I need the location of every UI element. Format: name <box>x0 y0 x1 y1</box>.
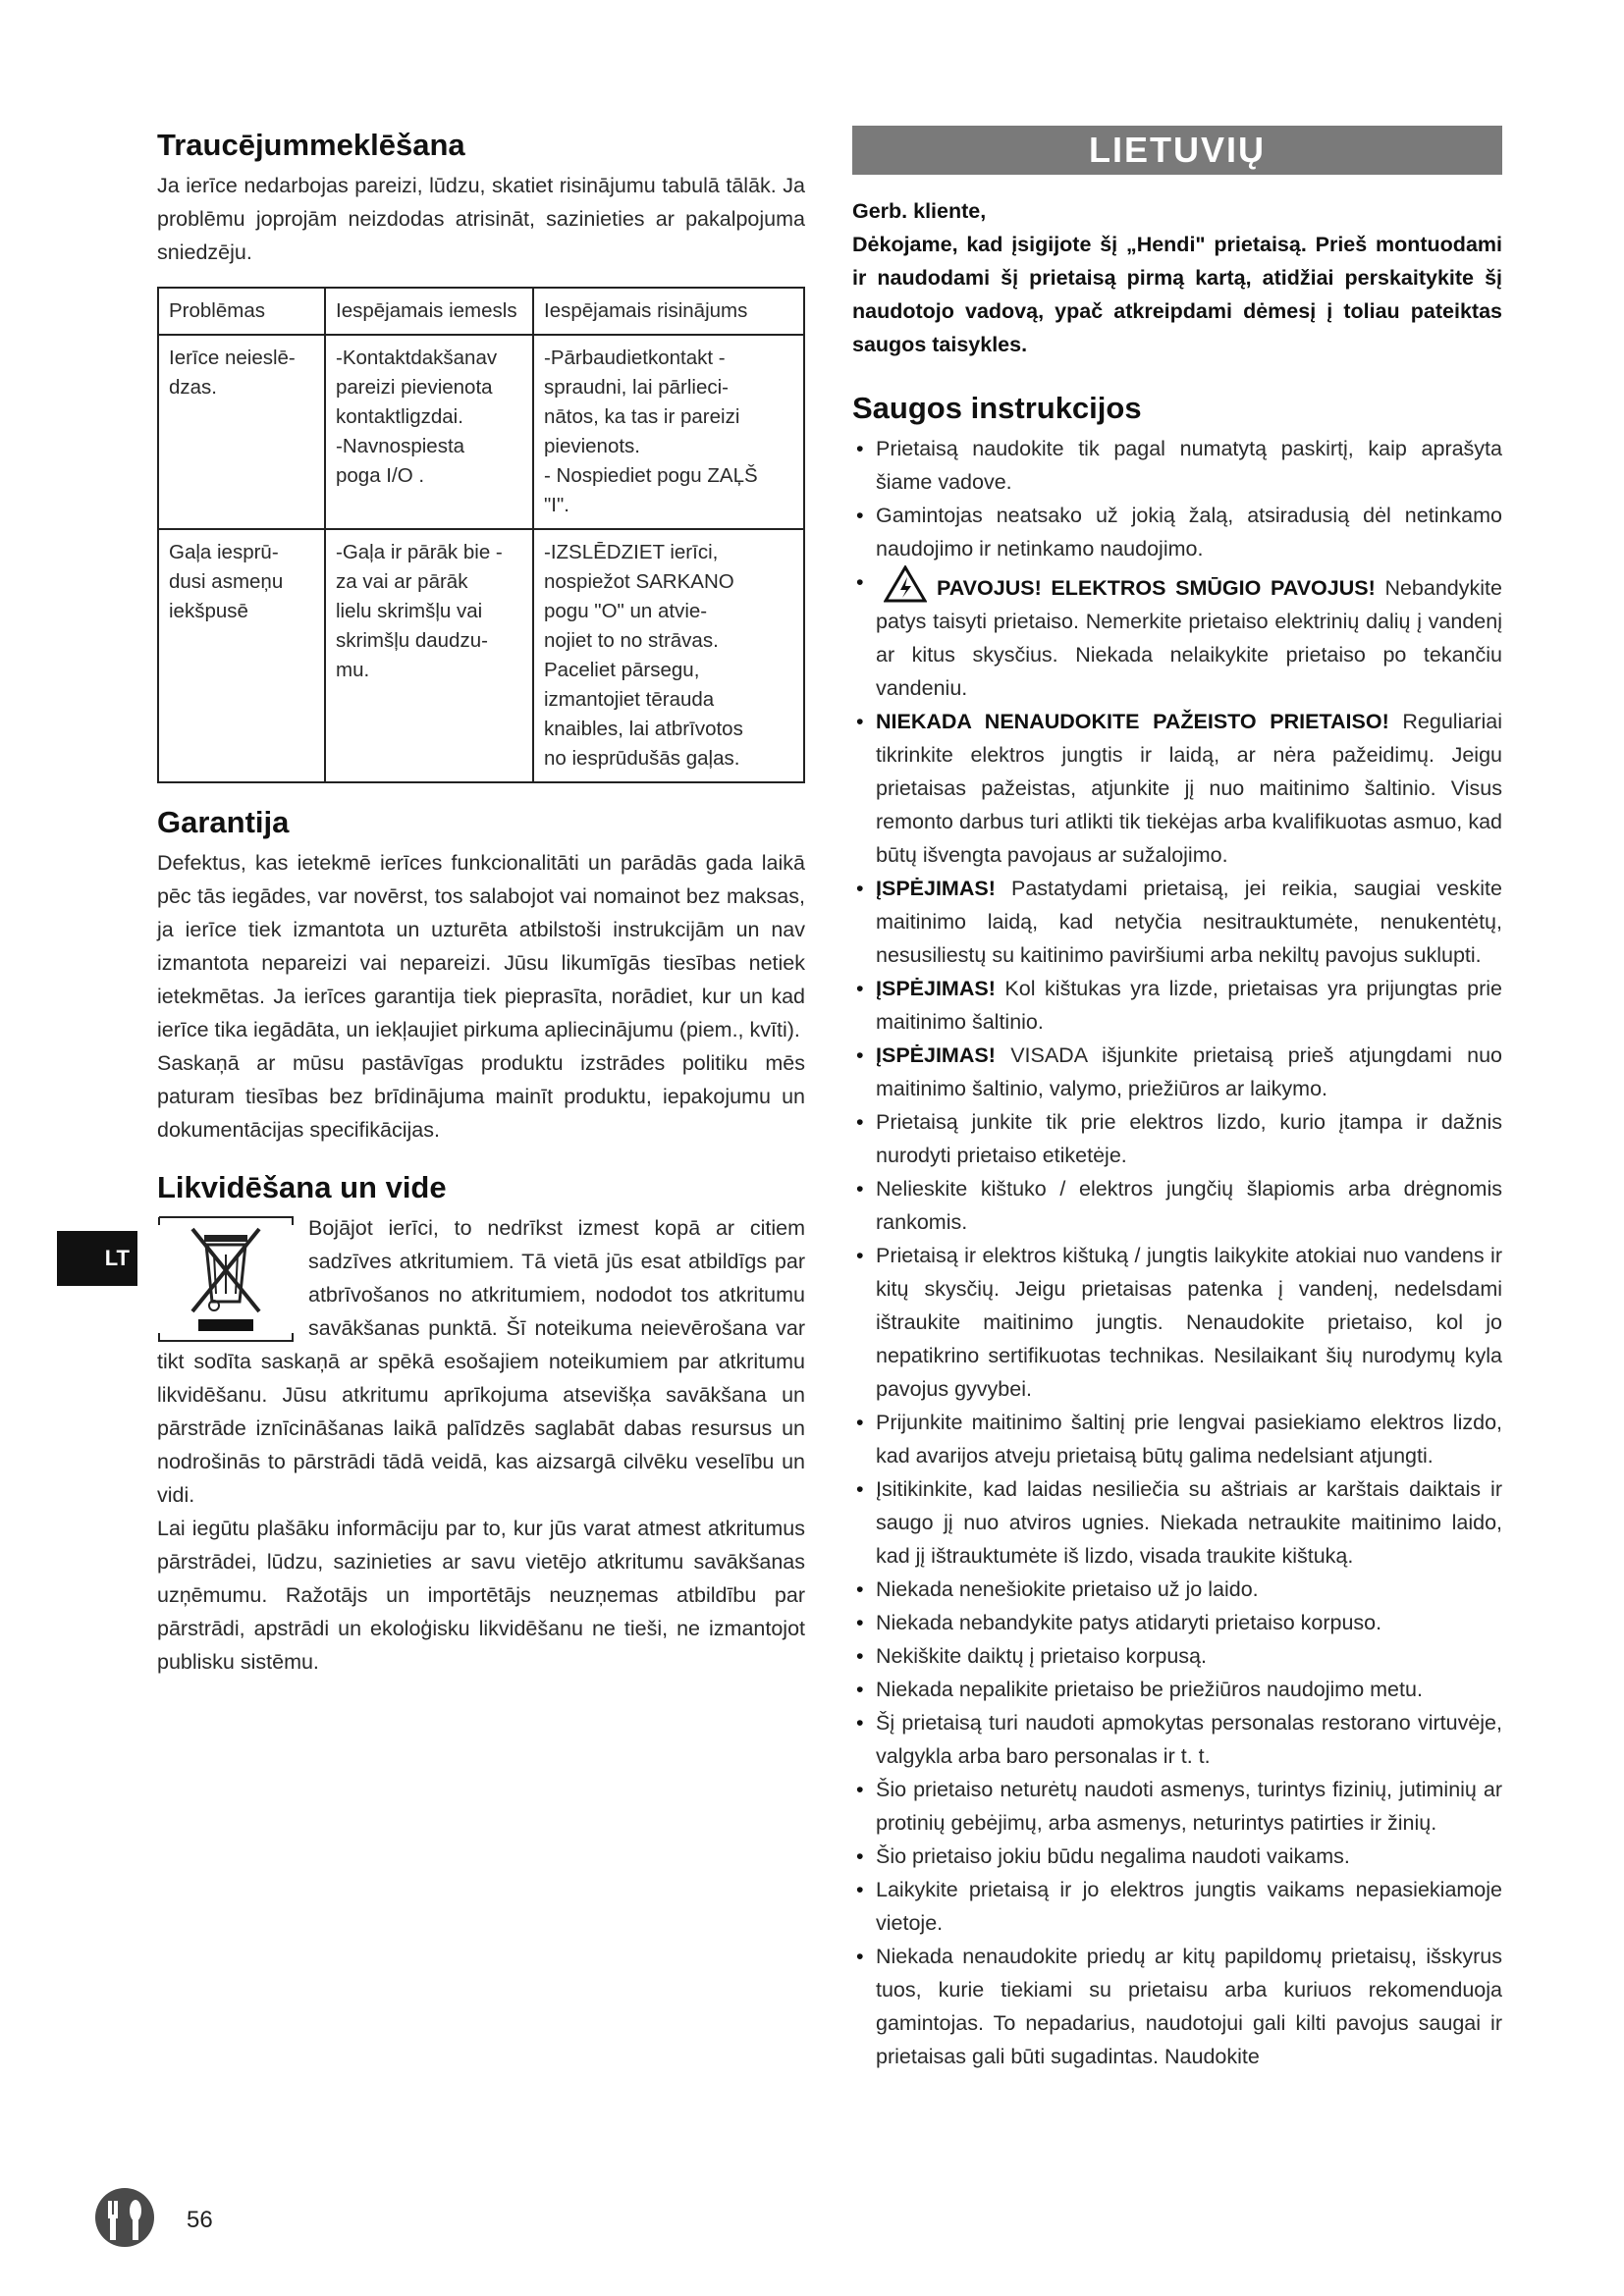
table-cell: Ierīce neieslē- dzas. <box>158 335 325 529</box>
table-cell: -Gaļa ir pārāk bie - za vai ar pārāk lielu skrimšļu vai skrimšļu daudzu- mu. <box>325 529 533 782</box>
safety-item-text: Nebandykite patys taisyti prietaiso. Nemerkite prietaiso elektrinių dalių į vandenį ar kitus skysčius. Niekada nelaikykite prietaiso po tekančiu vandeniu. <box>876 576 1502 700</box>
safety-item-text: Prietaisą ir elektros kištuką / jungtis laikykite atokiai nuo vandens ir kitų skysčių. Jeigu prietaisas patenka į vandenį, nedelsdami ištraukite maitinimo jungtis. Nenaudokite prietaiso, kol jo nepatikrino sertifikuotas technikas. Nesilaikant šių nurodymų kyla pavojus gyvybei. <box>876 1244 1502 1401</box>
safety-item-text: Prijunkite maitinimo šaltinį prie lengvai pasiekiamo elektros lizdo, kad avarijos atveju prietaisą būtų galima nedelsiant atjungti. <box>876 1411 1502 1468</box>
table-header: Iespējamais risinājums <box>533 288 804 335</box>
left-column <box>157 126 805 1679</box>
safety-list-item <box>852 565 1502 705</box>
warning-lead: ĮSPĖJIMAS! <box>876 1043 996 1067</box>
safety-list-item <box>852 1039 1502 1105</box>
warranty-paragraph: Defektus, kas ietekmē ierīces funkcionalitāti un parādās gada laikā pēc tās iegādes, var novērst, tos salabojot vai nomainot bez maksas, ja ierīce tiek izmantota un uzturēta atbilstoši instrukcijām un nav izmantota nepareizi vai nepareizi. Jūsu likumīgās tiesības netiek ietekmētas. Ja ierīces garantija tiek pieprasīta, norādiet, kur un kad ierīce tika iegādāta, un iekļaujiet pirkuma apliecinājumu (piem., kvīti). <box>157 851 805 1041</box>
safety-item-text: Niekada nepalikite prietaiso be priežiūros naudojimo metu. <box>876 1678 1423 1701</box>
safety-list-item <box>852 1406 1502 1472</box>
disposal-paragraph: Lai iegūtu plašāku informāciju par to, kur jūs varat atmest atkritumus pārstrādei, lūdzu, sazinieties ar savu vietējo atkritumu savākšanas uzņēmumu. Ražotājs un importētājs neuzņemas atbildību par pārstrādi, apstrādi un ekoloģisku likvidēšanu ne tieši, ne izmantojot publisku sistēmu. <box>157 1517 805 1674</box>
safety-title: Saugos instrukcijos <box>852 391 1142 425</box>
troubleshooting-intro: Ja ierīce nedarbojas pareizi, lūdzu, skatiet risinājumu tabulā tālāk. Ja problēmu joprojām neizdodas atrisināt, sazinieties ar pakalpojuma sniedzēju. <box>157 174 805 264</box>
table-row <box>158 529 804 782</box>
safety-item-text: Nekiškite daiktų į prietaiso korpusą. <box>876 1644 1207 1668</box>
safety-item-text: Laikykite prietaisą ir jo elektros jungtis vaikams nepasiekiamoje vietoje. <box>876 1878 1502 1935</box>
safety-item-text: Niekada nebandykite patys atidaryti prietaiso korpuso. <box>876 1611 1382 1634</box>
safety-item-text: VISADA išjunkite prietaisą prieš atjungdami nuo maitinimo šaltinio, valymo, priežiūros ar laikymo. <box>876 1043 1502 1100</box>
warning-lead: ĮSPĖJIMAS! <box>876 877 996 900</box>
safety-list-item <box>852 1239 1502 1406</box>
safety-list-item <box>852 1172 1502 1239</box>
intro-paragraph: Dėkojame, kad įsigijote šį „Hendi" prietaisą. Prieš montuodami ir naudodami šį prietaisą pirmą kartą, atidžiai perskaitykite šį naudotojo vadovą, ypač atkreipdami dėmesį į toliau pateiktas saugos taisykles. <box>852 233 1502 356</box>
safety-list-item <box>852 432 1502 499</box>
disposal-body <box>157 1211 805 1512</box>
safety-item-text: Įsitikinkite, kad laidas nesiliečia su aštriais ar karštais daiktais ir saugo jį nuo atviros ugnies. Niekada netraukite maitinimo laido, kad jį ištrauktumėte iš lizdo, visada traukite kištuką. <box>876 1477 1502 1568</box>
safety-item-text: Šio prietaiso neturėtų naudoti asmenys, turintys fizinių, jutiminių ar protinių gebėjimų, arba asmenys, neturintys patirties ir žinių. <box>876 1778 1502 1835</box>
language-header: LIETUVIŲ <box>852 126 1502 175</box>
safety-list-item <box>852 705 1502 872</box>
safety-list-item <box>852 1940 1502 2073</box>
weee-bin-icon <box>157 1215 295 1343</box>
disposal-title: Likvidēšana un vide <box>157 1170 447 1204</box>
safety-item-text: Pastatydami prietaisą, jei reikia, saugiai veskite maitinimo laidą, kad netyčia nesitrauktumėte, nenukentėtų, nesusiliestų su kaitinimo paviršiumi arba nekiltų pavojus suklupti. <box>876 877 1502 967</box>
table-cell: -IZSLĒDZIET ierīci, nospiežot SARKANO pogu "O" un atvie- nojiet to no strāvas. Paceliet pārsegu, izmantojiet tērauda knaibles, lai atbrīvotos no iesprūdušās gaļas. <box>533 529 804 782</box>
safety-list-item <box>852 1773 1502 1840</box>
safety-list-item <box>852 1606 1502 1639</box>
safety-item-text: Šio prietaiso jokiu būdu negalima naudoti vaikams. <box>876 1844 1350 1868</box>
greeting: Gerb. kliente, <box>852 199 987 223</box>
safety-list-item <box>852 1105 1502 1172</box>
safety-item-text: Prietaisą naudokite tik pagal numatytą paskirtį, kaip aprašyta šiame vadove. <box>876 437 1502 494</box>
electric-shock-warning-icon <box>884 565 927 603</box>
table-header: Iespējamais iemesls <box>325 288 533 335</box>
right-column <box>852 126 1502 2073</box>
table-row <box>158 335 804 529</box>
warranty-paragraph: Saskaņā ar mūsu pastāvīgas produktu izstrādes politiku mēs paturam tiesības bez brīdinājuma mainīt produktu, iepakojumu un dokumentācijas specifikācijas. <box>157 1051 805 1142</box>
safety-list-item <box>852 1673 1502 1706</box>
hendi-cutlery-logo-icon <box>94 2187 163 2248</box>
safety-item-text: Kol kištukas yra lizde, prietaisas yra prijungtas prie maitinimo šaltinio. <box>876 977 1502 1034</box>
warning-lead: ĮSPĖJIMAS! <box>876 977 996 1000</box>
disposal-paragraph: Bojājot ierīci, to nedrīkst izmest kopā ar citiem sadzīves atkritumiem. Tā vietā jūs esat atbildīgs par atbrīvošanos no atkritumiem, nododot tos atkritumu savākšanas punktā. Šī noteikuma neievērošana var tikt sodīta saskaņā ar spēkā esošajiem noteikumiem par atkritumu likvidēšanu. Jūsu atkritumu aprīkojuma atsevišķa savākšana un pārstrāde iznīcināšanas laikā palīdzēs saglabāt dabas resursus un nodrošinās to pārstrādi tādā veidā, kas aizsargā cilvēku veselību un vidi. <box>157 1216 805 1507</box>
language-tab: LT <box>57 1231 137 1286</box>
safety-list-item <box>852 872 1502 972</box>
safety-item-text: Niekada nenešiokite prietaiso už jo laido. <box>876 1577 1259 1601</box>
safety-item-text: Nelieskite kištuko / elektros jungčių šlapiomis arba drėgnomis rankomis. <box>876 1177 1502 1234</box>
safety-list-item <box>852 1873 1502 1940</box>
page-number: 56 <box>187 2207 213 2233</box>
safety-item-text: Šį prietaisą turi naudoti apmokytas personalas restorano virtuvėje, valgykla arba baro personalas ir t. t. <box>876 1711 1502 1768</box>
safety-list-item <box>852 972 1502 1039</box>
troubleshooting-table <box>157 287 805 783</box>
table-cell: Gaļa iesprū- dusi asmeņu iekšpusē <box>158 529 325 782</box>
safety-item-text: Gamintojas neatsako už jokią žalą, atsiradusią dėl netinkamo naudojimo ir netinkamo naudojimo. <box>876 504 1502 561</box>
warning-lead: PAVOJUS! ELEKTROS SMŪGIO PAVOJUS! <box>937 576 1376 600</box>
safety-item-text: Reguliariai tikrinkite elektros jungtis ir laidą, ar nėra pažeidimų. Jeigu prietaisas pažeistas, atjunkite jį nuo maitinimo šaltinio. Visus remonto darbus turi atlikti tik tiekėjas arba kvalifikuotas asmuo, kad būtų išvengta pavojaus ar sužalojimo. <box>876 710 1502 867</box>
safety-list-item <box>852 1472 1502 1573</box>
table-cell: -Kontaktdakšanav pareizi pievienota kontaktligzdai. -Navnospiesta poga I/O . <box>325 335 533 529</box>
table-header-row <box>158 288 804 335</box>
table-cell: -Pārbaudietkontakt - spraudni, lai pārlieci- nātos, ka tas ir pareizi pievienots. - Nospiediet pogu ZAĻŠ "I". <box>533 335 804 529</box>
table-header: Problēmas <box>158 288 325 335</box>
troubleshooting-title: Traucējummeklēšana <box>157 128 465 162</box>
warning-lead: NIEKADA NENAUDOKITE PAŽEISTO PRIETAISO! <box>876 710 1389 733</box>
warranty-title: Garantija <box>157 805 290 839</box>
safety-list-item <box>852 1706 1502 1773</box>
safety-list-item <box>852 1573 1502 1606</box>
safety-list <box>852 432 1502 2073</box>
safety-item-text: Niekada nenaudokite priedų ar kitų papildomų prietaisų, išskyrus tuos, kurie tiekiami su prietaisu arba kuriuos rekomenduoja gamintojas. To nepadarius, naudotojui gali kilti pavojus saugai ir prietaisas gali būti sugadintas. Naudokite <box>876 1945 1502 2068</box>
safety-list-item <box>852 1840 1502 1873</box>
safety-list-item <box>852 1639 1502 1673</box>
safety-list-item <box>852 499 1502 565</box>
safety-item-text: Prietaisą junkite tik prie elektros lizdo, kurio įtampa ir dažnis nurodyti prietaiso etiketėje. <box>876 1110 1502 1167</box>
